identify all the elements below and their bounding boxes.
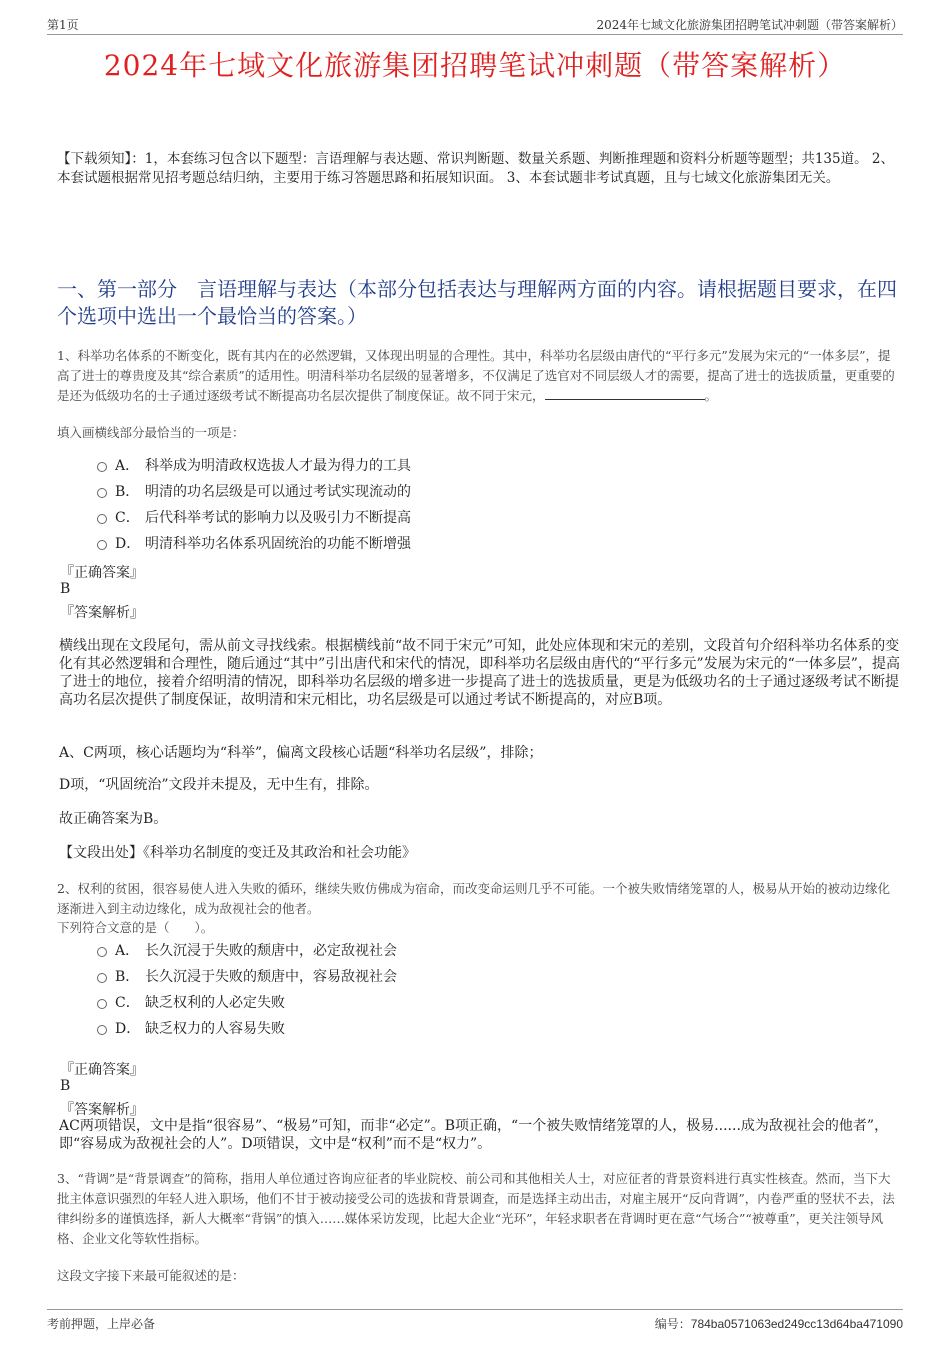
question-2-prompt: 下列符合文意的是（ ）。: [57, 920, 214, 935]
option-b[interactable]: B． 明清的功名层级是可以通过考试实现流动的: [97, 478, 411, 504]
page-number: 第1页: [47, 18, 79, 32]
radio-icon[interactable]: [97, 462, 107, 472]
question-1-options: [97, 452, 411, 556]
download-notice: 【下载须知】：1，本套练习包含以下题型：言语理解与表达题、常识判断题、数量关系题、判断推理题和资料分析题等题型；共135道。 2、本套试题根据常见招考题总结归纳，主要用于练习答题思路和拓展知识面。 3、本套试题非考试真题，且与七域文化旅游集团无关。: [57, 151, 894, 186]
analysis-paragraph: 横线出现在文段尾句，需从前文寻找线索。根据横线前“故不同于宋元”可知，此处应体现和宋元的差别，文段首句介绍科举功名体系的变化有其必然逻辑和合理性，随后通过“其中”引出唐代和宋代的情况，即科举功名层级由唐代的“平行多元”发展为宋元的“一体多层”，提高了进士的地位，接着介绍明清的情况，即科举功名层级的增多进一步提高了进士的选拔质量，更是为低级功名的士子通过逐级考试不断提高功名层次提供了制度保证，故明清和宋元相比，功名层级是可以通过考试不断提高的，对应B项。: [59, 638, 900, 708]
section-heading: 一、第一部分 言语理解与表达（本部分包括表达与理解两方面的内容。请根据题目要求，在四个选项中选出一个最恰当的答案。）: [57, 277, 897, 328]
option-b[interactable]: B． 长久沉浸于失败的颓唐中，容易敌视社会: [97, 963, 397, 989]
radio-icon[interactable]: [97, 540, 107, 550]
document-title: 2024年七域文化旅游集团招聘笔试冲刺题（带答案解析）: [103, 49, 847, 82]
analysis-paragraph: D项，“巩固统治”文段并未提及，无中生有，排除。: [59, 777, 379, 793]
page-footer: [47, 1309, 903, 1332]
question-1-stem: 1、科举功名体系的不断变化，既有其内在的必然逻辑，又体现出明显的合理性。其中，科举功名层级由唐代的“平行多元”发展为宋元的“一体多层”，提高了进士的尊贵度及其“综合素质”的适用性。明清科举功名层级的显著增多，不仅满足了选官对不同层级人才的需要，提高了进士的选拔质量，更重要的是还为低级功名的士子通过逐级考试不断提高功名层次提供了制度保证。故不同于宋元， 。: [57, 348, 895, 403]
option-c[interactable]: C． 缺乏权利的人必定失败: [97, 989, 397, 1015]
radio-icon[interactable]: [97, 947, 107, 957]
question-2-options: [97, 937, 397, 1041]
correct-answer-label: 『正确答案』: [60, 1062, 144, 1078]
question-1-prompt: 填入画横线部分最恰当的一项是：: [57, 425, 245, 440]
option-d[interactable]: D． 缺乏权力的人容易失败: [97, 1015, 397, 1041]
option-a[interactable]: A． 长久沉浸于失败的颓唐中，必定敌视社会: [97, 937, 397, 963]
analysis-paragraph: A、C两项，核心话题均为“科举”，偏离文段核心话题“科举功名层级”，排除；: [59, 745, 543, 761]
analysis-label: 『答案解析』: [60, 605, 144, 621]
fill-blank: [545, 387, 705, 400]
radio-icon[interactable]: [97, 488, 107, 498]
radio-icon[interactable]: [97, 999, 107, 1009]
analysis-paragraph: 故正确答案为B。: [59, 811, 168, 827]
option-c[interactable]: C． 后代科举考试的影响力以及吸引力不断提高: [97, 504, 411, 530]
question-2-stem: 2、权利的贫困，很容易使人进入失败的循环，继续失败仿佛成为宿命，而改变命运则几乎不可能。一个被失败情绪笼罩的人，极易从开始的被动边缘化逐渐进入到主动边缘化，成为敌视社会的他者。: [57, 881, 890, 916]
option-d[interactable]: D． 明清科举功名体系巩固统治的功能不断增强: [97, 530, 411, 556]
correct-answer-value: B: [60, 581, 71, 597]
option-a[interactable]: A． 科举成为明清政权选拔人才最为得力的工具: [97, 452, 411, 478]
source-citation: 【文段出处】《科举功名制度的变迁及其政治和社会功能》: [59, 845, 416, 861]
header-doc-title: 2024年七域文化旅游集团招聘笔试冲刺题（带答案解析）: [596, 18, 903, 32]
radio-icon[interactable]: [97, 973, 107, 983]
correct-answer-value: B: [60, 1078, 71, 1094]
question-3-prompt: 这段文字接下来最可能叙述的是：: [57, 1268, 245, 1283]
radio-icon[interactable]: [97, 1025, 107, 1035]
radio-icon[interactable]: [97, 514, 107, 524]
page-header: [47, 14, 903, 35]
footer-code: 编号：784ba0571063ed249cc13d64ba471090: [654, 1317, 903, 1331]
question-3-stem: 3、“背调”是“背景调查”的简称，指用人单位通过咨询应征者的毕业院校、前公司和其他相关人士，对应征者的背景资料进行真实性核查。然而，当下大批主体意识强烈的年轻人进入职场，他们不甘于被动接受公司的选拔和背景调查，而是选择主动出击，对雇主展开“反向背调”，内卷严重的竖状不去，法律纠纷多的谨慎选择，新人大概率“背锅”的慎入……媒体采访发现，比起大企业“光环”，年轻求职者在背调时更在意“气场合”“被尊重”，更关注领导风格、企业文化等软性指标。: [57, 1171, 895, 1246]
analysis-label: 『答案解析』: [60, 1102, 144, 1118]
footer-slogan: 考前押题，上岸必备: [47, 1317, 156, 1331]
analysis-paragraph: AC两项错误，文中是指“很容易”、“极易”可知，而非“必定”。B项正确，“一个被失败情绪笼罩的人，极易......成为敌视社会的他者”，即“容易成为敌视社会的人”。D项错误，文中是“权利”而不是“权力”。: [59, 1118, 889, 1152]
correct-answer-label: 『正确答案』: [60, 565, 144, 581]
